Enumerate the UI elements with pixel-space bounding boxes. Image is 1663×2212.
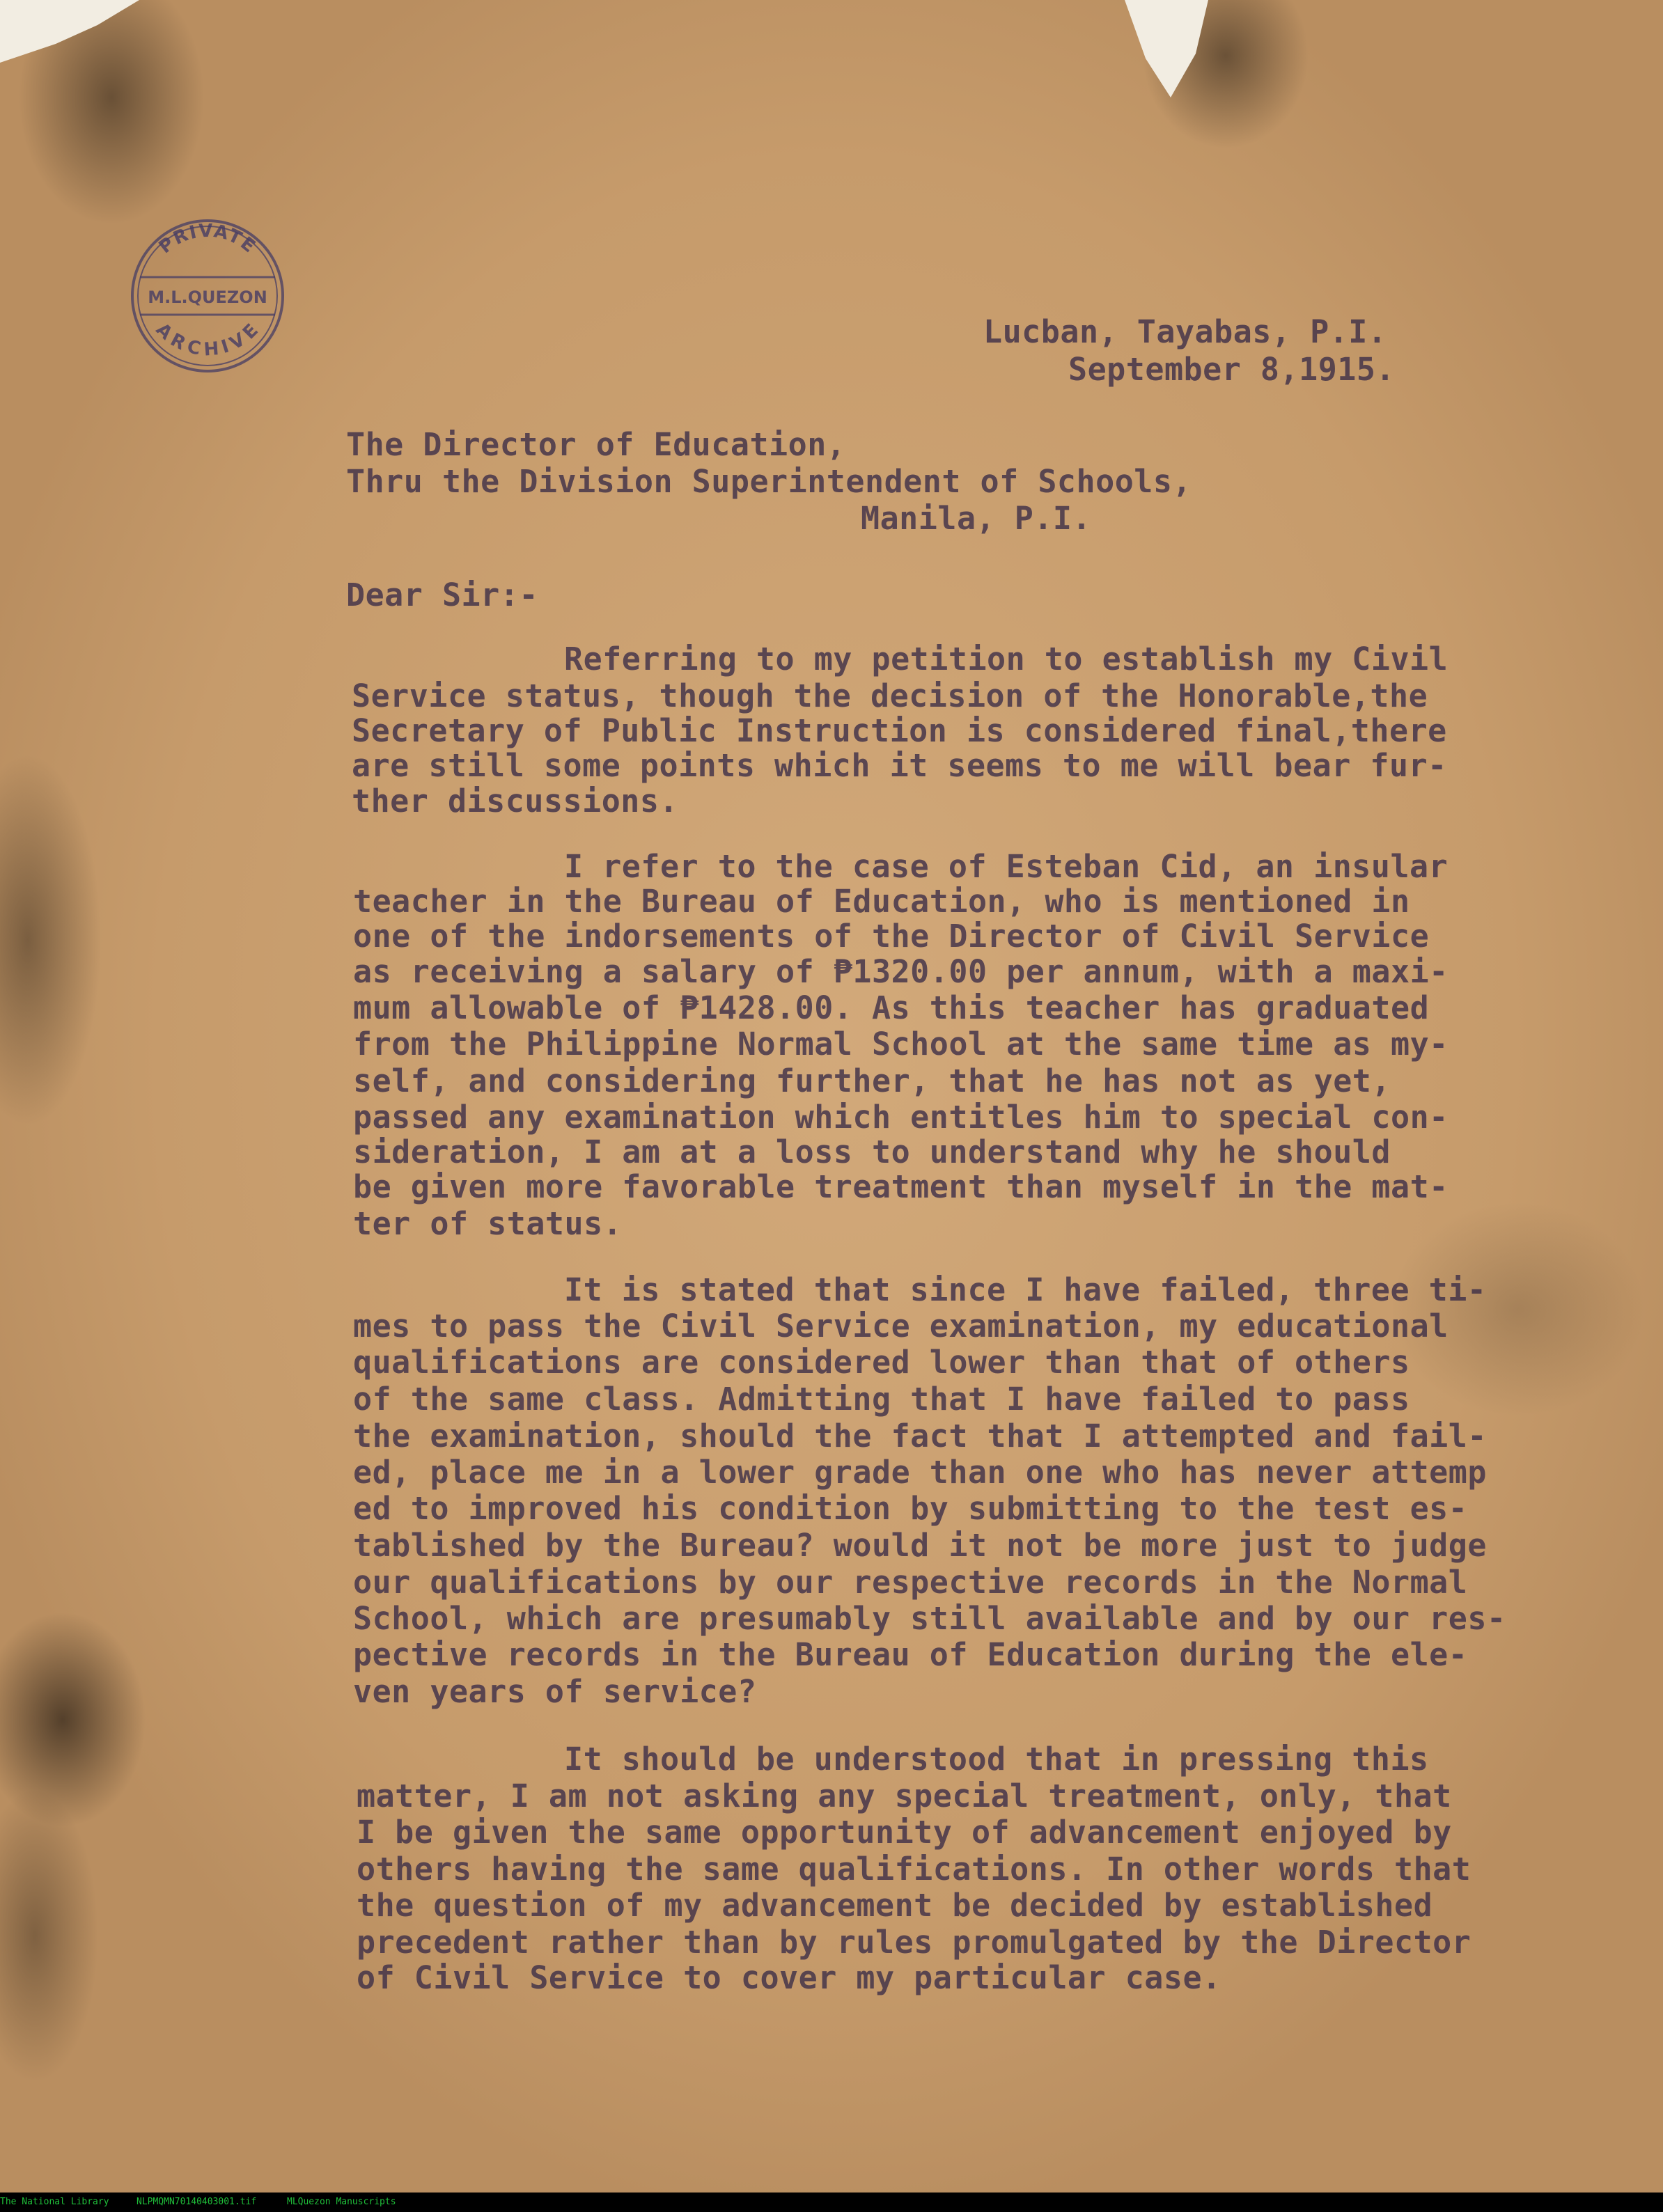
addressee-line: Manila, P.I. xyxy=(861,500,1092,537)
paragraph-line: I be given the same opportunity of advancement enjoyed by xyxy=(357,1814,1452,1851)
stamp-top-text: PRIVATE xyxy=(155,220,260,258)
paragraph-line: self, and considering further, that he has not as yet, xyxy=(353,1062,1391,1099)
paragraph-line: ter of status. xyxy=(353,1205,623,1242)
paragraph-line: ed to improved his condition by submitting to the test es- xyxy=(353,1490,1468,1527)
paragraph-line: from the Philippine Normal School at the same time as my- xyxy=(353,1026,1449,1062)
salutation: Dear Sir:- xyxy=(346,576,538,613)
paragraph-line: of the same class. Admitting that I have failed to pass xyxy=(353,1381,1410,1418)
archive-footer xyxy=(0,2193,1663,2212)
paragraph-line: sideration, I am at a loss to understand why he should xyxy=(353,1134,1391,1170)
stamp-middle-text: M.L.QUEZON xyxy=(148,288,267,307)
footer-file: NLPMQMN70140403001.tif xyxy=(136,2197,257,2207)
footer-library: The National Library xyxy=(0,2197,109,2207)
paragraph-line: others having the same qualifications. In other words that xyxy=(357,1851,1471,1888)
paragraph-line: are still some points which it seems to me will bear fur- xyxy=(352,747,1447,784)
paragraph-line: the question of my advancement be decided by established xyxy=(357,1887,1433,1924)
paragraph-line: ed, place me in a lower grade than one who has never attemp xyxy=(353,1454,1487,1491)
stamp-bottom-text: ARCHIVE xyxy=(151,319,264,361)
paragraph-line: I refer to the case of Esteban Cid, an insular xyxy=(564,848,1449,885)
paragraph-line: School, which are presumably still available and by our res- xyxy=(353,1600,1506,1637)
paragraph-line: mum allowable of ₱1428.00. As this teacher has graduated xyxy=(353,989,1430,1026)
paragraph-line: be given more favorable treatment than myself in the mat- xyxy=(353,1168,1449,1205)
paragraph-line: Secretary of Public Instruction is considered final,there xyxy=(352,712,1447,749)
paragraph-line: qualifications are considered lower than that of others xyxy=(353,1344,1410,1381)
letter-date: September 8,1915. xyxy=(1068,351,1396,388)
paragraph-line: mes to pass the Civil Service examination, my educational xyxy=(353,1308,1449,1344)
paragraph-line: Referring to my petition to establish my Civil xyxy=(564,641,1449,677)
addressee-line: Thru the Division Superintendent of Schools, xyxy=(346,463,1192,500)
paragraph-line: matter, I am not asking any special treatment, only, that xyxy=(357,1778,1452,1814)
paragraph-line: Service status, though the decision of the Honorable,the xyxy=(352,677,1428,714)
footer-collection: MLQuezon Manuscripts xyxy=(287,2197,396,2207)
paragraph-line: our qualifications by our respective records in the Normal xyxy=(353,1564,1468,1601)
paragraph-line: pective records in the Bureau of Education during the ele- xyxy=(353,1636,1468,1673)
paragraph-line: tablished by the Bureau? would it not be more just to judge xyxy=(353,1527,1487,1564)
paragraph-line: one of the indorsements of the Director of Civil Service xyxy=(353,918,1430,955)
paragraph-line: precedent rather than by rules promulgated by the Director xyxy=(357,1924,1471,1961)
paragraph-line: the examination, should the fact that I attempted and fail- xyxy=(353,1418,1487,1454)
paragraph-line: It is stated that since I have failed, three ti- xyxy=(564,1271,1487,1308)
paragraph-line: of Civil Service to cover my particular case. xyxy=(357,1959,1221,1996)
paragraph-line: It should be understood that in pressing this xyxy=(564,1741,1429,1778)
paragraph-line: teacher in the Bureau of Education, who is mentioned in xyxy=(353,883,1410,920)
addressee-line: The Director of Education, xyxy=(346,426,846,463)
paragraph-line: ther discussions. xyxy=(352,783,679,819)
letter-place: Lucban, Tayabas, P.I. xyxy=(983,313,1387,350)
paragraph-line: as receiving a salary of ₱1320.00 per annum, with a maxi- xyxy=(353,953,1449,990)
paragraph-line: ven years of service? xyxy=(353,1673,757,1710)
paragraph-line: passed any examination which entitles him to special con- xyxy=(353,1099,1449,1136)
